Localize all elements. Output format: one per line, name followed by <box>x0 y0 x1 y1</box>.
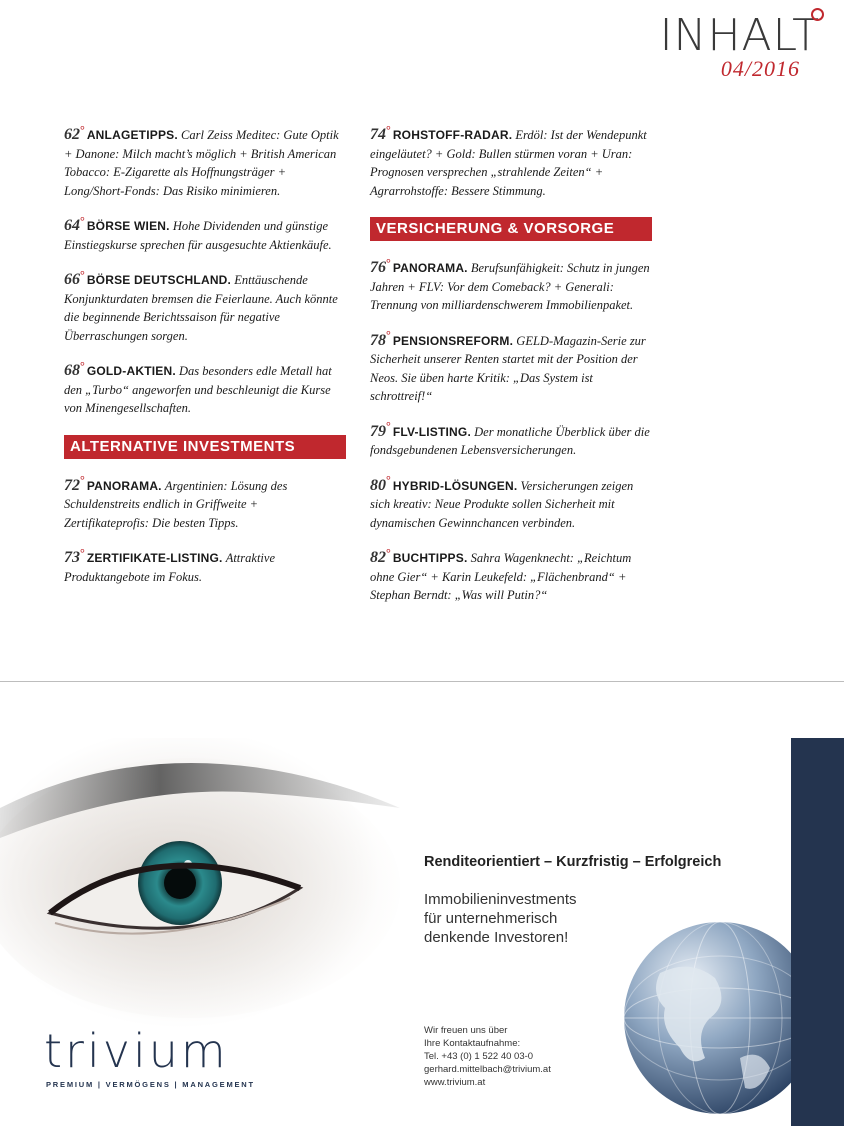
ad-subline-line: denkende Investoren! <box>424 929 569 946</box>
eye-image <box>0 738 420 1038</box>
entry-title: FLV-LISTING. <box>392 424 471 439</box>
ad-contact <box>424 1024 551 1089</box>
page-number: 79 <box>370 422 386 440</box>
section-heading-versicherung-vorsorge: VERSICHERUNG & VORSORGE <box>370 217 652 241</box>
ad-subline-line: Immobilieninvestments <box>424 891 577 908</box>
entry-text: Carl Zeiss Meditec: Gute Optik + Danone: Milch macht’s möglich + British American Tobacco: E-Zigarette als Hoffnungsträger + Long/Short-Fonds: Das Risiko minimieren. <box>64 128 339 198</box>
entry-text: Enttäuschende Konjunkturdaten bremsen die Feierlaune. Auch könnte die beginnende Berichtssaison für negative Überraschungen sorgen. <box>64 273 338 343</box>
circle-icon <box>811 8 824 21</box>
entry-title: ROHSTOFF-RADAR. <box>392 128 513 142</box>
brand-subtitle: PREMIUM | VERMÖGENS | MANAGEMENT <box>46 1080 255 1089</box>
page-number: 76 <box>370 259 386 276</box>
toc-entry <box>64 122 346 200</box>
degree-icon: ° <box>80 213 85 228</box>
degree-icon: ° <box>80 267 85 282</box>
entry-text: Argentinien: Lösung des Schuldenstreits endlich in Griffweite + Zertifikateprofis: Die besten Tipps. <box>64 478 288 530</box>
page-number: 80 <box>370 476 386 494</box>
degree-icon: ° <box>80 122 85 137</box>
brand-color-bar <box>791 738 844 1126</box>
degree-icon: ° <box>386 473 391 488</box>
page-number: 78 <box>370 331 386 349</box>
entry-title: BUCHTIPPS. <box>392 551 468 565</box>
page-number: 66 <box>64 271 80 288</box>
degree-icon: ° <box>80 358 85 373</box>
page-number: 72 <box>64 476 80 494</box>
ad-tagline: Renditeorientiert – Kurzfristig – Erfolgreich <box>424 854 722 870</box>
entry-title: ZERTIFIKATE-LISTING. <box>86 551 223 565</box>
degree-icon: ° <box>386 419 391 434</box>
page-divider <box>0 681 844 682</box>
toc-entry <box>64 267 346 345</box>
contact-phone: Tel. +43 (0) 1 522 40 03-0 <box>424 1051 534 1062</box>
globe-icon <box>620 918 820 1118</box>
degree-icon: ° <box>80 473 85 488</box>
degree-icon: ° <box>386 122 391 137</box>
advertisement <box>0 738 844 1126</box>
entry-text: Erdöl: Ist der Wendepunkt eingeläutet? + Gold: Bullen stürmen voran + Uran: Prognosen versprechen „strahlende Zeiten“ + Agrarrohstoffe: Bessere Stimmung. <box>370 128 647 198</box>
entry-title: GOLD-AKTIEN. <box>86 364 176 378</box>
eye-icon <box>0 738 420 1038</box>
toc-right-column <box>370 122 652 622</box>
entry-title: PENSIONSREFORM. <box>392 333 514 348</box>
toc-entry <box>370 255 652 315</box>
contact-intro: Wir freuen uns über <box>424 1025 508 1036</box>
brand-name: trivium <box>44 1024 229 1078</box>
toc-entry <box>370 122 652 200</box>
toc-entry <box>64 473 346 533</box>
page-number: 74 <box>370 126 386 143</box>
entry-text: Hohe Dividenden und günstige Einstiegskurse sprechen für ausgesuchte Aktienkäufe. <box>64 219 332 252</box>
toc-entry <box>370 545 652 605</box>
degree-icon: ° <box>386 545 391 560</box>
entry-title: PANORAMA. <box>392 261 468 275</box>
toc-entry <box>64 545 346 586</box>
entry-title: PANORAMA. <box>86 478 162 493</box>
contact-intro: Ihre Kontaktaufnahme: <box>424 1038 521 1049</box>
degree-icon: ° <box>386 328 391 343</box>
page-number: 62 <box>64 126 80 143</box>
toc-entry <box>370 473 652 533</box>
section-heading-alternative-investments: ALTERNATIVE INVESTMENTS <box>64 435 346 459</box>
toc-entry <box>370 328 652 406</box>
toc-left-column <box>64 122 346 603</box>
issue-number: 04/2016 <box>720 56 800 81</box>
toc-entry <box>370 419 652 460</box>
globe-image <box>620 918 820 1123</box>
contact-website: www.trivium.at <box>424 1077 486 1088</box>
ad-subline-line: für unternehmerisch <box>424 910 558 927</box>
entry-title: BÖRSE WIEN. <box>86 219 170 233</box>
page-number: 64 <box>64 217 80 234</box>
entry-text: Der monatliche Überblick über die fondsgebundenen Lebensversicherungen. <box>370 424 650 457</box>
entry-text: Attraktive Produktangebote im Fokus. <box>64 551 275 584</box>
page-title: INHALT <box>659 10 820 61</box>
contact-email: gerhard.mittelbach@trivium.at <box>424 1064 551 1075</box>
entry-title: BÖRSE DEUTSCHLAND. <box>86 273 232 287</box>
degree-icon: ° <box>386 255 391 270</box>
toc-entry <box>64 213 346 254</box>
entry-title: ANLAGETIPPS. <box>86 128 178 142</box>
page-number: 68 <box>64 362 80 379</box>
entry-text: GELD-Magazin-Serie zur Sicherheit unserer Renten startet mit der Position der Neos. Sie üben harte Kritik: „Das System ist schrottreif!“ <box>370 333 646 403</box>
page-number: 73 <box>64 549 80 566</box>
toc-entry <box>64 358 346 418</box>
page-number: 82 <box>370 549 386 566</box>
degree-icon: ° <box>80 545 85 560</box>
entry-text: Sahra Wagenknecht: „Reichtum ohne Gier“ + Karin Leukefeld: „Flächenbrand“ + Stephan Berndt: „Was will Putin?“ <box>370 551 632 602</box>
entry-title: HYBRID-LÖSUNGEN. <box>392 478 518 493</box>
brand-logo <box>44 1024 255 1089</box>
page-header <box>659 10 820 82</box>
entry-text: Das besonders edle Metall hat den „Turbo“ angeworfen und beschleunigt die Kurse von Minengesellschaften. <box>64 364 332 415</box>
entry-text: Berufsunfähigkeit: Schutz in jungen Jahren + FLV: Vor dem Comeback? + Generali: Trennung von milliardenschwerem Immobilienpaket. <box>370 261 650 312</box>
entry-text: Versicherungen zeigen sich kreativ: Neue Produkte sollen Sicherheit mit dynamischen Gewinnchancen verbinden. <box>370 478 634 530</box>
